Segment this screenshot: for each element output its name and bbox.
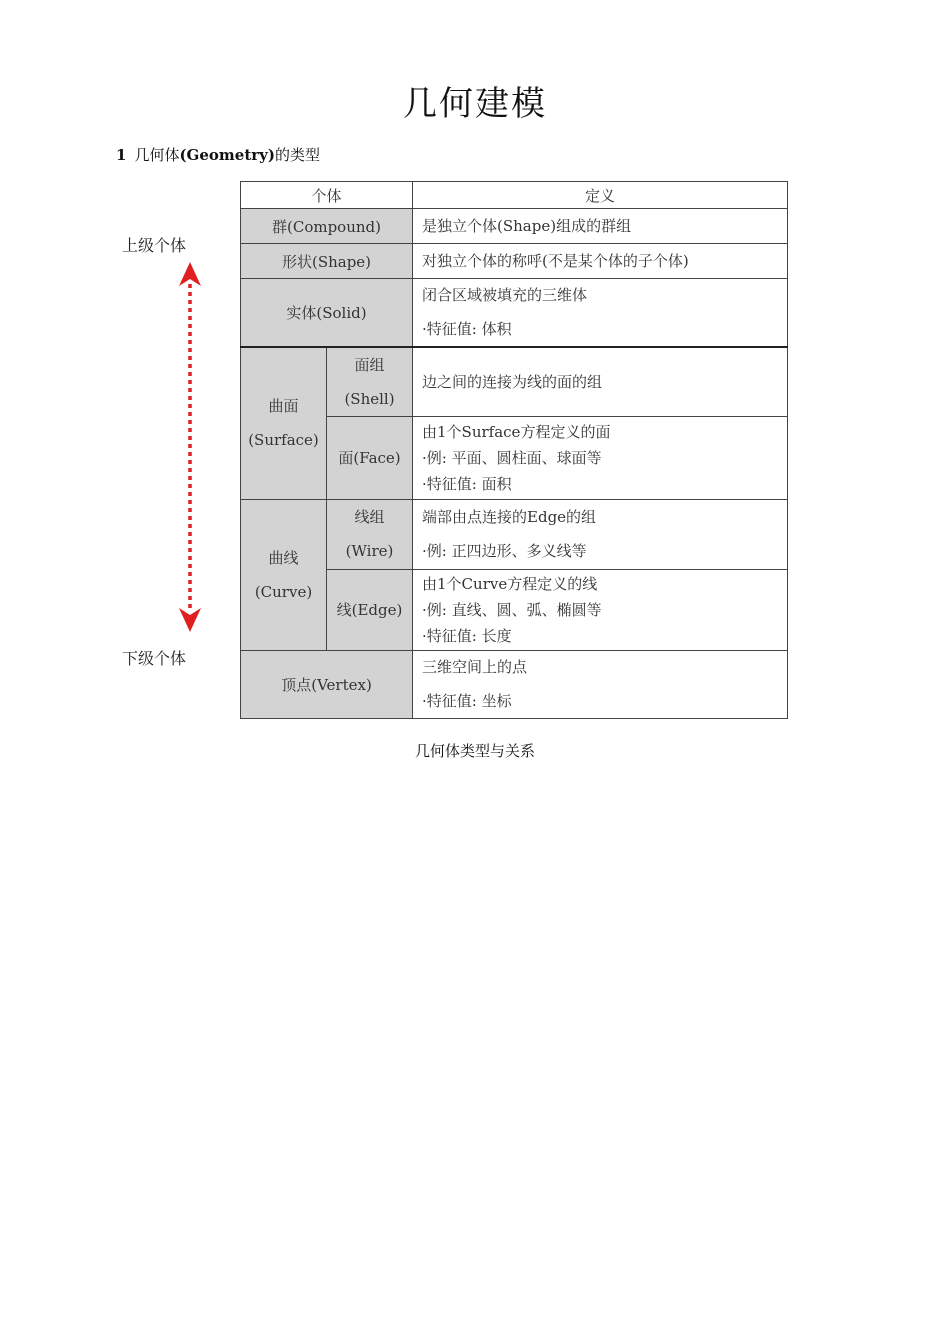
table-header-row xyxy=(241,182,788,209)
upper-level-label: 上级个体 xyxy=(122,236,187,255)
lower-level-label: 下级个体 xyxy=(122,649,187,668)
table-row xyxy=(241,209,788,244)
def-compound: 是独立个体(Shape)组成的群组 xyxy=(413,209,788,244)
entity-solid: 实体(Solid) xyxy=(241,279,413,347)
section-text-bold: (Geometry) xyxy=(179,146,275,164)
table-row xyxy=(241,279,788,347)
section-number: 1 xyxy=(116,146,127,164)
table-row xyxy=(241,347,788,417)
header-entity: 个体 xyxy=(241,182,413,209)
entity-vertex: 顶点(Vertex) xyxy=(241,650,413,718)
geometry-type-table xyxy=(240,181,788,719)
entity-surface: 曲面 (Surface) xyxy=(241,347,327,500)
def-shape: 对独立个体的称呼(不是某个体的子个体) xyxy=(413,244,788,279)
hierarchy-double-arrow-icon xyxy=(172,262,208,632)
section-text-before: 几何体 xyxy=(134,146,180,164)
def-edge: 由1个Curve方程定义的线 ·例: 直线、圆、弧、椭圆等 ·特征值: 长度 xyxy=(413,569,788,650)
page-title: 几何建模 xyxy=(403,84,547,124)
def-face: 由1个Surface方程定义的面 ·例: 平面、圆柱面、球面等 ·特征值: 面积 xyxy=(413,416,788,499)
entity-wire: 线组 (Wire) xyxy=(327,499,413,569)
table-row xyxy=(241,244,788,279)
def-wire: 端部由点连接的Edge的组 ·例: 正四边形、多义线等 xyxy=(413,499,788,569)
table-row xyxy=(241,650,788,718)
header-definition: 定义 xyxy=(413,182,788,209)
entity-compound: 群(Compound) xyxy=(241,209,413,244)
entity-curve: 曲线 (Curve) xyxy=(241,499,327,650)
table-row xyxy=(241,499,788,569)
entity-face: 面(Face) xyxy=(327,416,413,499)
section-text-after: 的类型 xyxy=(274,146,320,164)
table-caption: 几何体类型与关系 xyxy=(414,742,535,760)
entity-shape: 形状(Shape) xyxy=(241,244,413,279)
entity-edge: 线(Edge) xyxy=(327,569,413,650)
def-shell: 边之间的连接为线的面的组 xyxy=(413,347,788,417)
entity-shell: 面组 (Shell) xyxy=(327,347,413,417)
def-vertex: 三维空间上的点 ·特征值: 坐标 xyxy=(413,650,788,718)
def-solid: 闭合区域被填充的三维体 ·特征值: 体积 xyxy=(413,279,788,347)
section-heading xyxy=(116,144,320,165)
